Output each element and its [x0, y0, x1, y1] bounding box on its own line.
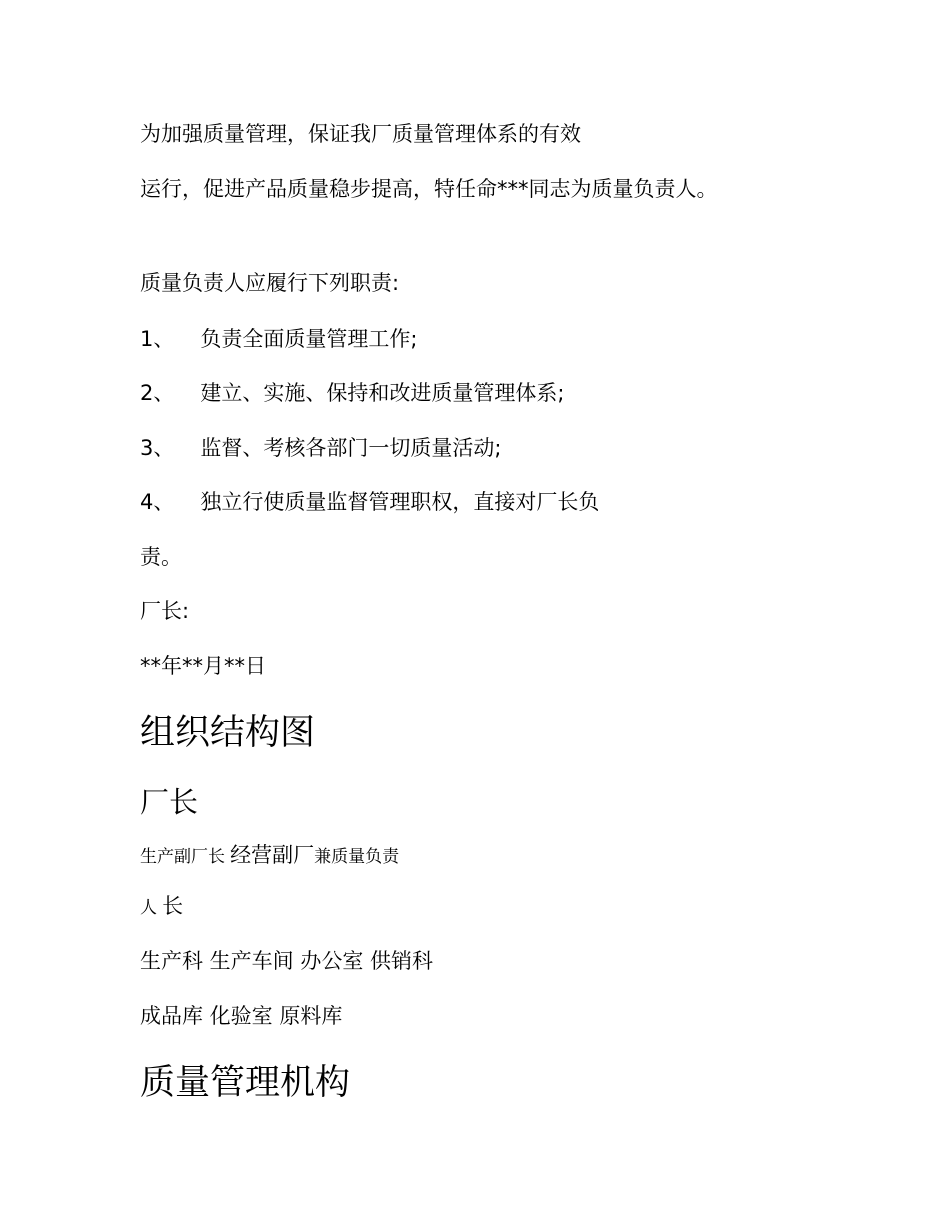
org-chart-level2-part2: 经营副厂	[230, 843, 315, 867]
next-section-title: 质量管理机构	[140, 1063, 351, 1103]
duty-item-3-text: 监督、考核各部门一切质量活动;	[200, 436, 502, 460]
duties-intro: 质量负责人应履行下列职责:	[140, 271, 400, 295]
duty-item-2-text: 建立、实施、保持和改进质量管理体系;	[200, 381, 565, 405]
org-chart-level3: 生产科 生产车间 办公室 供销科	[140, 949, 434, 973]
org-chart-level2-line2-part2: 长	[162, 894, 184, 918]
duty-item-1-number: 1、	[140, 327, 175, 351]
org-chart-top: 厂长	[140, 785, 199, 819]
duty-item-4-text: 独立行使质量监督管理职权，直接对厂长负	[200, 490, 600, 514]
org-chart-level2-part3: 兼质量负责	[314, 847, 400, 867]
org-chart-level2-line2-part1: 人	[140, 898, 157, 918]
duty-item-3	[140, 438, 501, 459]
org-chart-title: 组织结构图	[140, 713, 316, 753]
duty-item-3-number: 3、	[140, 436, 175, 460]
duty-item-4	[140, 492, 599, 513]
duty-item-4-number: 4、	[140, 490, 175, 514]
org-chart-level4: 成品库 化验室 原料库	[140, 1004, 343, 1028]
appointment-paragraph-line-1: 为加强质量管理，保证我厂质量管理体系的有效	[140, 122, 581, 146]
org-chart-level2-part1: 生产副厂长	[140, 847, 225, 867]
duty-item-1	[140, 329, 417, 350]
duty-item-2-number: 2、	[140, 381, 175, 405]
org-chart-level2-line1	[140, 845, 399, 866]
duty-item-2	[140, 383, 564, 404]
duty-item-1-text: 负责全面质量管理工作;	[200, 327, 418, 351]
signature-date: **年**月**日	[140, 654, 266, 678]
appointment-paragraph-line-2: 运行，促进产品质量稳步提高，特任命***同志为质量负责人。	[140, 177, 718, 201]
org-chart-level2-line2	[140, 896, 183, 917]
duty-item-4-continuation: 责。	[140, 545, 182, 569]
signature-role-label: 厂长:	[140, 599, 190, 623]
